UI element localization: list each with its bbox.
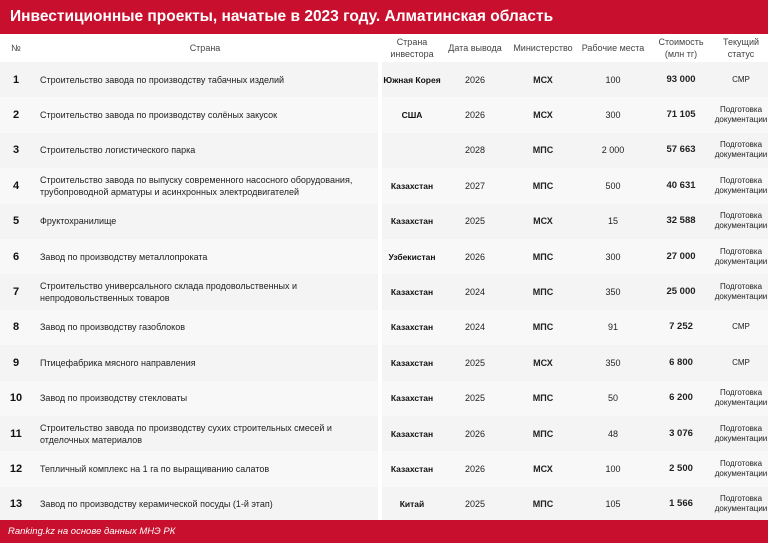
row-number: 11 <box>0 416 32 451</box>
ministry: МСХ <box>508 204 578 239</box>
col-header-status: Текущий статус <box>723 37 759 59</box>
source-footer: Ranking.kz на основе данных МНЭ РК <box>0 520 768 543</box>
table-row <box>0 62 768 97</box>
project-cost: 3 076 <box>648 416 714 451</box>
row-number: 13 <box>0 487 32 522</box>
completion-year: 2026 <box>442 97 508 132</box>
col-header-ministry: Министерство <box>513 43 573 53</box>
page-title: Инвестиционные проекты, начатые в 2023 году. Алматинская область <box>0 0 768 34</box>
project-cost: 6 200 <box>648 381 714 416</box>
project-name: Строительство универсального склада продовольственных и непродовольственных товаров <box>32 274 378 309</box>
row-number: 10 <box>0 381 32 416</box>
project-cost: 71 105 <box>648 97 714 132</box>
table-row <box>0 97 768 132</box>
row-number: 7 <box>0 274 32 309</box>
col-header-year: Дата вывода <box>448 43 502 53</box>
jobs-count: 100 <box>578 62 648 97</box>
table-row <box>0 204 768 239</box>
project-status: Подготовка документации <box>714 274 768 309</box>
table-row <box>0 274 768 309</box>
investor-country: Китай <box>382 487 442 522</box>
ministry: МСХ <box>508 451 578 486</box>
project-cost: 2 500 <box>648 451 714 486</box>
ministry: МПС <box>508 381 578 416</box>
project-cost: 40 631 <box>648 168 714 203</box>
project-name: Птицефабрика мясного направления <box>32 345 378 380</box>
investor-country: Казахстан <box>382 204 442 239</box>
completion-year: 2025 <box>442 487 508 522</box>
col-header-country: Страна инвестора <box>390 37 434 59</box>
jobs-count: 50 <box>578 381 648 416</box>
investor-country: Казахстан <box>382 416 442 451</box>
row-number: 5 <box>0 204 32 239</box>
project-cost: 7 252 <box>648 310 714 345</box>
jobs-count: 500 <box>578 168 648 203</box>
project-status: СМР <box>714 345 768 380</box>
project-name: Строительство завода по производству сухих строительных смесей и отделочных материалов <box>32 416 378 451</box>
investor-country: США <box>382 97 442 132</box>
project-cost: 32 588 <box>648 204 714 239</box>
jobs-count: 350 <box>578 274 648 309</box>
col-header-name: Страна <box>189 43 221 53</box>
investor-country: Казахстан <box>382 168 442 203</box>
project-cost: 1 566 <box>648 487 714 522</box>
project-status: Подготовка документации <box>714 451 768 486</box>
project-status: Подготовка документации <box>714 487 768 522</box>
table-row <box>0 487 768 522</box>
row-number: 3 <box>0 133 32 168</box>
investor-country: Казахстан <box>382 381 442 416</box>
project-name: Строительство логистического парка <box>32 133 378 168</box>
col-header-jobs: Рабочие места <box>581 43 645 53</box>
jobs-count: 105 <box>578 487 648 522</box>
jobs-count: 48 <box>578 416 648 451</box>
completion-year: 2026 <box>442 239 508 274</box>
investor-country: Южная Корея <box>382 62 442 97</box>
project-name: Завод по производству стекловаты <box>32 381 378 416</box>
completion-year: 2028 <box>442 133 508 168</box>
project-status: Подготовка документации <box>714 168 768 203</box>
table-row <box>0 451 768 486</box>
project-name: Фруктохранилище <box>32 204 378 239</box>
project-status: Подготовка документации <box>714 416 768 451</box>
ministry: МПС <box>508 239 578 274</box>
investor-country: Казахстан <box>382 451 442 486</box>
row-number: 9 <box>0 345 32 380</box>
row-number: 2 <box>0 97 32 132</box>
row-number: 6 <box>0 239 32 274</box>
project-cost: 93 000 <box>648 62 714 97</box>
jobs-count: 15 <box>578 204 648 239</box>
project-name: Строительство завода по выпуску современного насосного оборудования, трубопроводной арматуры и асинхронных электродвигателей <box>32 168 378 203</box>
project-name: Завод по производству керамической посуды (1-й этап) <box>32 487 378 522</box>
ministry: МСХ <box>508 97 578 132</box>
table-row <box>0 168 768 203</box>
jobs-count: 350 <box>578 345 648 380</box>
table-row <box>0 345 768 380</box>
project-cost: 25 000 <box>648 274 714 309</box>
col-header-cost: Стоимость (млн тг) <box>658 37 704 59</box>
project-name: Строительство завода по производству табачных изделий <box>32 62 378 97</box>
project-status: Подготовка документации <box>714 239 768 274</box>
table-row <box>0 133 768 168</box>
completion-year: 2026 <box>442 62 508 97</box>
jobs-count: 100 <box>578 451 648 486</box>
project-cost: 6 800 <box>648 345 714 380</box>
completion-year: 2027 <box>442 168 508 203</box>
ministry: МПС <box>508 487 578 522</box>
completion-year: 2024 <box>442 274 508 309</box>
row-number: 4 <box>0 168 32 203</box>
completion-year: 2026 <box>442 451 508 486</box>
row-number: 1 <box>0 62 32 97</box>
project-name: Завод по производству газоблоков <box>32 310 378 345</box>
investor-country: Казахстан <box>382 274 442 309</box>
investor-country: Казахстан <box>382 310 442 345</box>
project-status: СМР <box>714 310 768 345</box>
ministry: МПС <box>508 416 578 451</box>
investor-country <box>382 133 442 168</box>
row-number: 8 <box>0 310 32 345</box>
completion-year: 2025 <box>442 381 508 416</box>
investor-country: Узбекистан <box>382 239 442 274</box>
ministry: МСХ <box>508 345 578 380</box>
row-number: 12 <box>0 451 32 486</box>
ministry: МПС <box>508 168 578 203</box>
completion-year: 2025 <box>442 204 508 239</box>
jobs-count: 300 <box>578 97 648 132</box>
project-status: Подготовка документации <box>714 97 768 132</box>
col-header-num: № <box>11 43 21 53</box>
project-status: СМР <box>714 62 768 97</box>
project-status: Подготовка документации <box>714 381 768 416</box>
project-cost: 57 663 <box>648 133 714 168</box>
completion-year: 2025 <box>442 345 508 380</box>
table-row <box>0 381 768 416</box>
table-row <box>0 239 768 274</box>
ministry: МПС <box>508 310 578 345</box>
project-status: Подготовка документации <box>714 133 768 168</box>
ministry: МПС <box>508 274 578 309</box>
completion-year: 2026 <box>442 416 508 451</box>
project-name: Строительство завода по производству солёных закусок <box>32 97 378 132</box>
table-row <box>0 310 768 345</box>
investor-country: Казахстан <box>382 345 442 380</box>
ministry: МПС <box>508 133 578 168</box>
completion-year: 2024 <box>442 310 508 345</box>
project-name: Завод по производству металлопроката <box>32 239 378 274</box>
project-name: Тепличный комплекс на 1 га по выращиванию салатов <box>32 451 378 486</box>
jobs-count: 2 000 <box>578 133 648 168</box>
project-cost: 27 000 <box>648 239 714 274</box>
project-status: Подготовка документации <box>714 204 768 239</box>
table-body <box>0 62 768 522</box>
projects-table <box>0 34 768 522</box>
jobs-count: 91 <box>578 310 648 345</box>
table-header <box>0 34 768 62</box>
jobs-count: 300 <box>578 239 648 274</box>
ministry: МСХ <box>508 62 578 97</box>
table-row <box>0 416 768 451</box>
